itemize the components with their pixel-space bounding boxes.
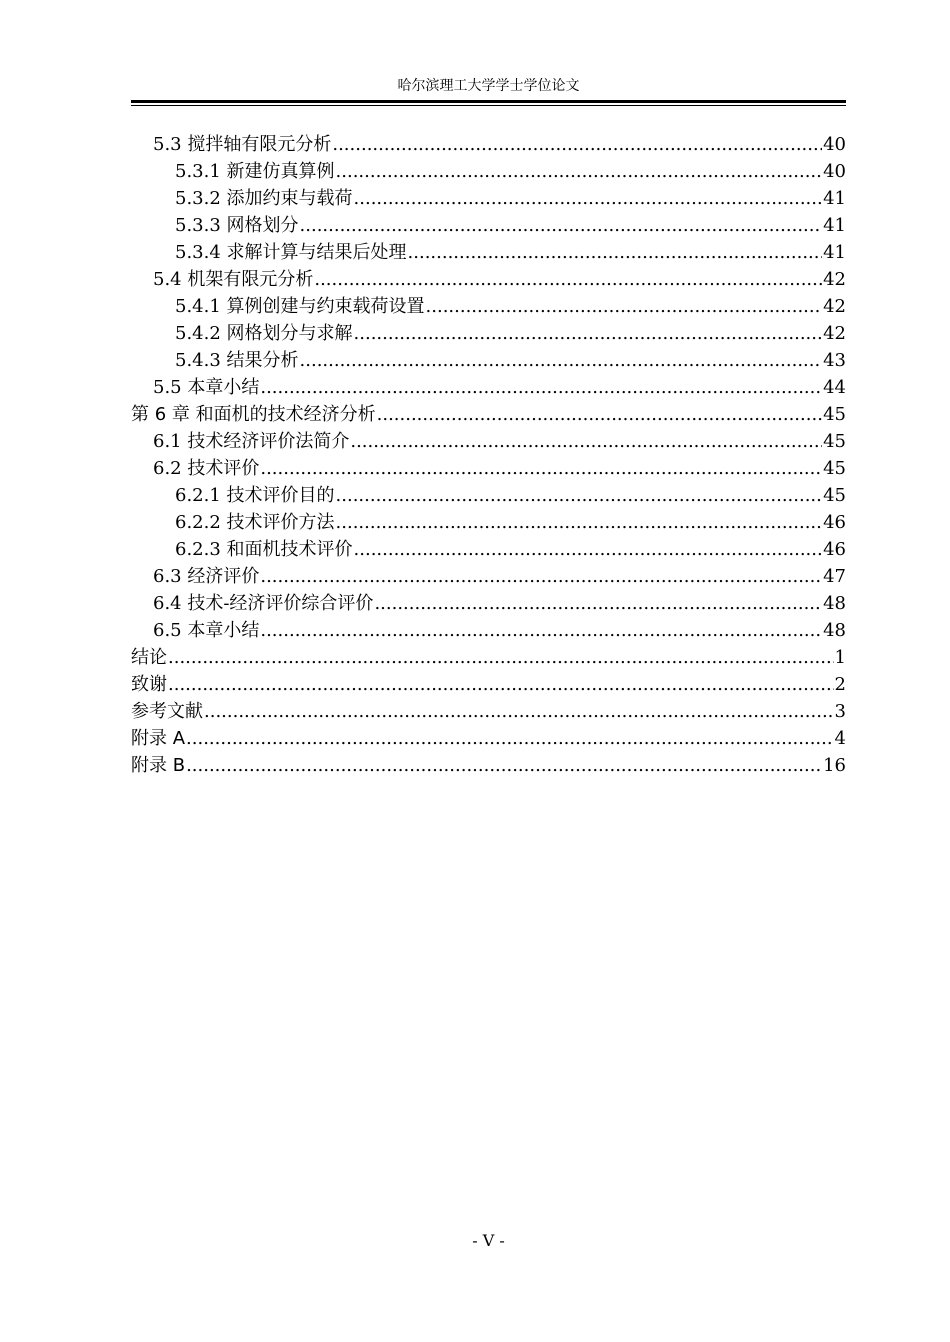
toc-dot-leader: [168, 644, 834, 671]
toc-entry[interactable]: [131, 293, 846, 320]
page-header-title: 哈尔滨理工大学学士学位论文: [397, 78, 580, 94]
toc-entry[interactable]: [131, 374, 846, 401]
toc-entry-title: 致谢: [131, 674, 167, 695]
toc-entry-title: 5.4.3 结果分析: [175, 350, 299, 371]
toc-dot-leader: [377, 401, 822, 428]
toc-entry-page: 44: [823, 377, 846, 398]
toc-entry-title: 6.2.1 技术评价目的: [175, 485, 335, 506]
toc-entry-page: 16: [823, 755, 846, 776]
toc-entry-page: 41: [823, 188, 846, 209]
toc-dot-leader: [336, 482, 823, 509]
toc-entry-title: 6.1 技术经济评价法简介: [153, 431, 350, 452]
toc-entry-title: 5.3.1 新建仿真算例: [175, 161, 335, 182]
toc-entry[interactable]: [131, 401, 846, 428]
toc-entry[interactable]: [131, 536, 846, 563]
toc-entry-page: 48: [823, 593, 846, 614]
toc-entry-page: 4: [834, 728, 846, 749]
toc-dot-leader: [354, 320, 823, 347]
toc-dot-leader: [300, 347, 823, 374]
toc-entry-title: 参考文献: [131, 701, 203, 722]
toc-entry-page: 2: [834, 674, 846, 695]
toc-entry-title: 6.2.3 和面机技术评价: [175, 539, 353, 560]
toc-entry-title: 5.3.4 求解计算与结果后处理: [175, 242, 407, 263]
toc-entry-title: 附录 B: [131, 755, 186, 776]
toc-entry-page: 47: [823, 566, 846, 587]
toc-dot-leader: [260, 617, 822, 644]
toc-entry-title: 6.5 本章小结: [153, 620, 260, 641]
toc-dot-leader: [186, 725, 834, 752]
toc-entry[interactable]: [131, 266, 846, 293]
toc-entry[interactable]: [131, 185, 846, 212]
toc-entry[interactable]: [131, 509, 846, 536]
toc-entry-page: 48: [823, 620, 846, 641]
toc-entry-title: 6.4 技术-经济评价综合评价: [153, 593, 374, 614]
toc-entry-title: 5.3.3 网格划分: [175, 215, 299, 236]
toc-entry-page: 3: [834, 701, 846, 722]
toc-entry-title: 5.3.2 添加约束与载荷: [175, 188, 353, 209]
toc-entry-page: 46: [823, 512, 846, 533]
toc-dot-leader: [332, 131, 822, 158]
toc-entry[interactable]: [131, 563, 846, 590]
toc-entry-page: 45: [823, 458, 846, 479]
toc-dot-leader: [374, 590, 822, 617]
toc-dot-leader: [336, 158, 823, 185]
toc-entry[interactable]: [131, 320, 846, 347]
toc-entry[interactable]: [131, 455, 846, 482]
toc-entry-page: 1: [834, 647, 846, 668]
toc-dot-leader: [314, 266, 822, 293]
toc-entry[interactable]: [131, 590, 846, 617]
toc-entry-page: 42: [823, 323, 846, 344]
toc-entry[interactable]: [131, 158, 846, 185]
toc-entry-title: 6.3 经济评价: [153, 566, 260, 587]
toc-entry[interactable]: [131, 698, 846, 725]
toc-entry-page: 45: [823, 485, 846, 506]
toc-entry-page: 46: [823, 539, 846, 560]
toc-dot-leader: [408, 239, 823, 266]
toc-entry[interactable]: [131, 725, 846, 752]
toc-entry[interactable]: [131, 482, 846, 509]
toc-entry[interactable]: [131, 671, 846, 698]
toc-entry-page: 43: [823, 350, 846, 371]
toc-entry-title: 5.3 搅拌轴有限元分析: [153, 134, 332, 155]
toc-dot-leader: [300, 212, 823, 239]
toc-entry-page: 42: [823, 296, 846, 317]
table-of-contents: [131, 131, 846, 779]
toc-dot-leader: [350, 428, 822, 455]
toc-entry[interactable]: [131, 752, 846, 779]
toc-dot-leader: [260, 455, 822, 482]
toc-entry-title: 5.4 机架有限元分析: [153, 269, 314, 290]
toc-entry-title: 5.5 本章小结: [153, 377, 260, 398]
page-number: - V -: [472, 1231, 505, 1250]
toc-entry-title: 附录 A: [131, 728, 186, 749]
toc-entry-title: 6.2.2 技术评价方法: [175, 512, 335, 533]
toc-entry-page: 41: [823, 242, 846, 263]
toc-entry[interactable]: [131, 347, 846, 374]
toc-entry-title: 5.4.2 网格划分与求解: [175, 323, 353, 344]
toc-entry[interactable]: [131, 428, 846, 455]
toc-entry-page: 45: [823, 431, 846, 452]
toc-dot-leader: [260, 563, 822, 590]
toc-dot-leader: [354, 185, 823, 212]
toc-entry-title: 第 6 章 和面机的技术经济分析: [131, 404, 376, 425]
toc-entry-page: 40: [823, 134, 846, 155]
toc-dot-leader: [354, 536, 823, 563]
toc-dot-leader: [186, 752, 822, 779]
toc-dot-leader: [204, 698, 834, 725]
toc-dot-leader: [426, 293, 823, 320]
toc-dot-leader: [336, 509, 823, 536]
toc-entry[interactable]: [131, 617, 846, 644]
toc-dot-leader: [260, 374, 822, 401]
toc-entry-page: 41: [823, 215, 846, 236]
toc-entry-title: 6.2 技术评价: [153, 458, 260, 479]
header-rule-thin: [131, 105, 846, 106]
toc-dot-leader: [168, 671, 834, 698]
toc-entry-page: 45: [823, 404, 846, 425]
toc-entry[interactable]: [131, 131, 846, 158]
toc-entry[interactable]: [131, 239, 846, 266]
toc-entry-page: 40: [823, 161, 846, 182]
toc-entry[interactable]: [131, 644, 846, 671]
header-rule-thick: [131, 100, 846, 103]
toc-entry-title: 结论: [131, 647, 167, 668]
toc-entry-page: 42: [823, 269, 846, 290]
toc-entry-title: 5.4.1 算例创建与约束载荷设置: [175, 296, 425, 317]
toc-entry[interactable]: [131, 212, 846, 239]
